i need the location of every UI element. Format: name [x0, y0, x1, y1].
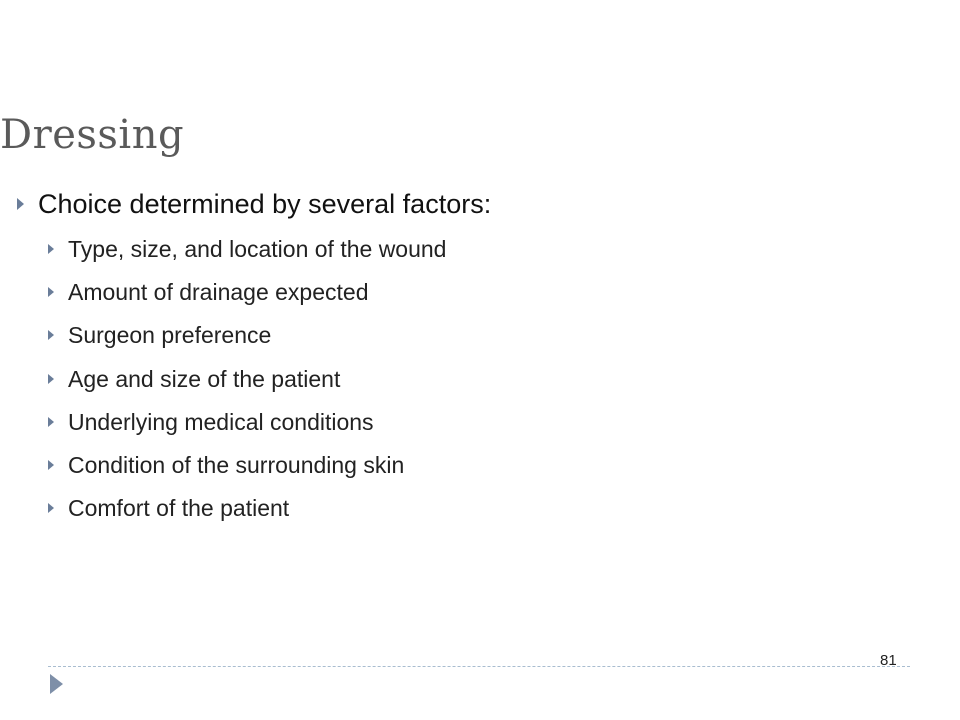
main-bullet-item: [17, 186, 491, 222]
triangle-bullet-icon: [48, 287, 54, 297]
slide-title: Dressing: [0, 112, 185, 158]
sub-bullet-item: [48, 363, 340, 395]
sub-bullet-item: [48, 276, 368, 308]
play-arrow-icon: [50, 674, 63, 694]
sub-bullet-item: [48, 406, 374, 438]
sub-bullet-text: Underlying medical conditions: [68, 408, 374, 435]
sub-bullet-item: [48, 492, 289, 524]
sub-bullet-item: [48, 233, 446, 265]
triangle-bullet-icon: [17, 198, 24, 210]
triangle-bullet-icon: [48, 460, 54, 470]
sub-bullet-text: Age and size of the patient: [68, 365, 341, 392]
sub-bullet-text: Amount of drainage expected: [68, 278, 369, 305]
triangle-bullet-icon: [48, 503, 54, 513]
sub-bullet-item: [48, 449, 404, 481]
triangle-bullet-icon: [48, 374, 54, 384]
sub-bullet-text: Comfort of the patient: [68, 494, 290, 521]
page-number: 81: [880, 652, 897, 669]
triangle-bullet-icon: [48, 244, 54, 254]
sub-bullet-text: Type, size, and location of the wound: [68, 235, 447, 262]
triangle-bullet-icon: [48, 330, 54, 340]
main-bullet-text: Choice determined by several factors:: [38, 188, 492, 219]
sub-bullet-text: Condition of the surrounding skin: [68, 451, 405, 478]
footer-divider: [48, 666, 910, 667]
triangle-bullet-icon: [48, 417, 54, 427]
sub-bullet-text: Surgeon preference: [68, 321, 272, 348]
sub-bullet-item: [48, 319, 271, 351]
